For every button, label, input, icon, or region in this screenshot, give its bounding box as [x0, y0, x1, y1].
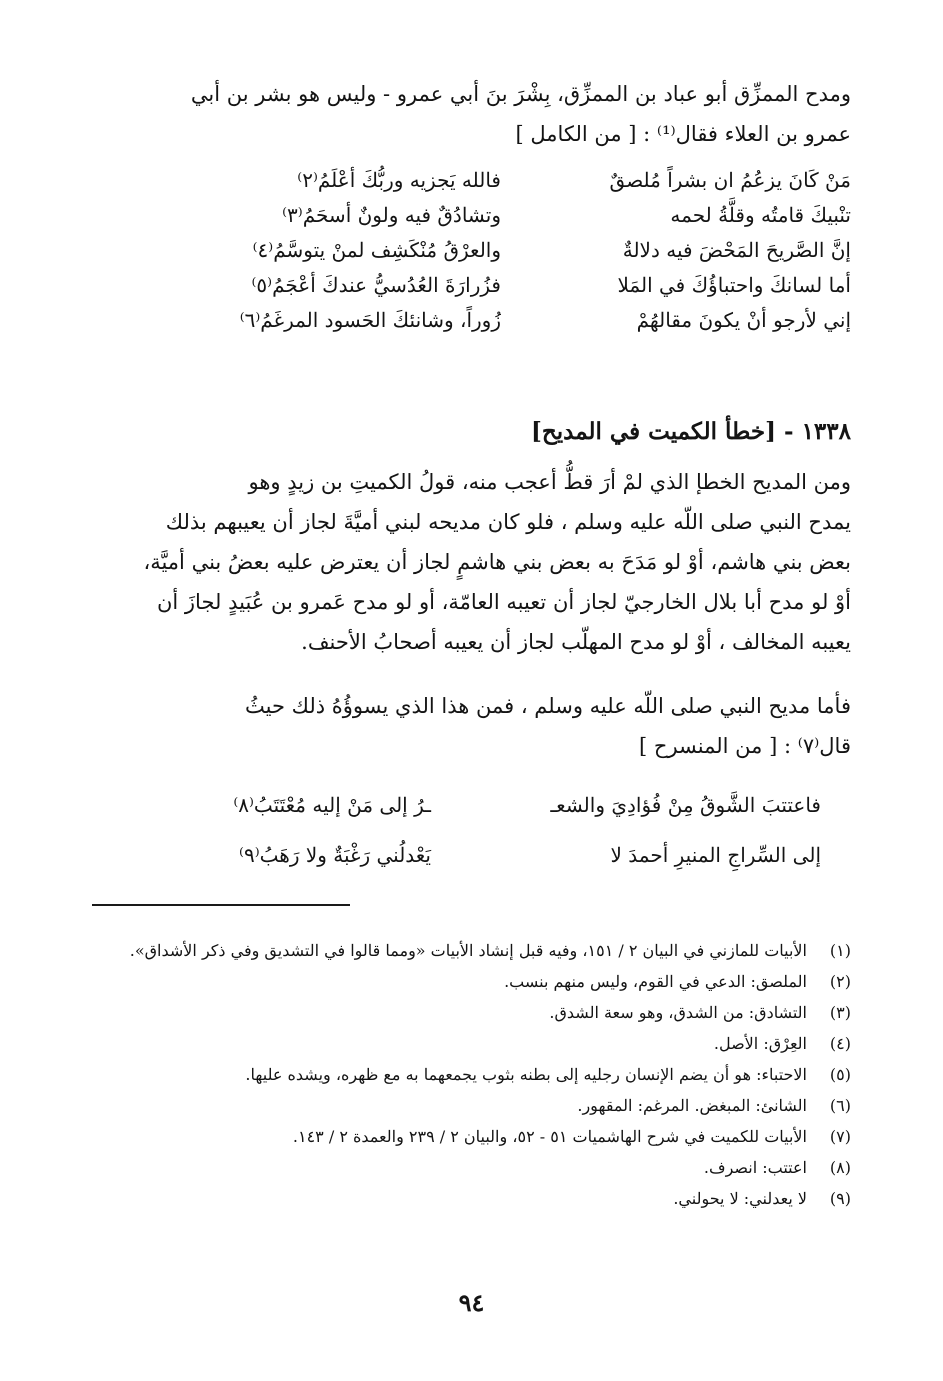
- verse-second-hemistich: والعرْقُ مُنْكَشِف لمنْ يتوسَّمُ⁽٤⁾: [252, 238, 501, 262]
- text-line: يعيبه المخالف ، أوْ لو مدح المهلّب لجاز أن يعيبه أصحابُ الأحنف.: [301, 630, 851, 654]
- footnote-number: (٢): [829, 972, 851, 991]
- footnote: [89, 966, 851, 997]
- verse-second-hemistich: ـرُ إلى مَنْ إليه مُعْتَتَبُ⁽٨⁾: [233, 793, 431, 817]
- verse-first-hemistich: أما لسانكَ واحتباؤُكَ في المَلا: [617, 273, 851, 297]
- verse: [111, 303, 851, 338]
- footnote-text: اعتتب: انصرف.: [703, 1158, 807, 1177]
- footnote-separator: [92, 904, 350, 906]
- section-heading: ١٣٣٨ - [خطأ الكميت في المديح]: [531, 418, 851, 445]
- body-paragraph: [89, 462, 851, 662]
- footnote-text: الأبيات للمازني في البيان ٢ / ١٥١، وفيه قبل إنشاد الأبيات «ومما قالوا في التشديق وفي ذكر الأشداق».: [129, 941, 807, 960]
- footnote-number: (٧): [829, 1127, 851, 1146]
- verse-first-hemistich: فاعتتبَ الشَّوقُ مِنْ فُؤادِيَ والشعـ: [550, 793, 821, 817]
- footnote: [89, 1059, 851, 1090]
- footnote-text: التشادق: من الشدق، وهو سعة الشدق.: [549, 1003, 807, 1022]
- verse-first-hemistich: تنْبيكَ قامتُه وقلَّةُ لحمه: [670, 203, 851, 227]
- verse: [111, 233, 851, 268]
- verse-second-hemistich: وتشادُقٌ فيه ولونٌ أسحَمُ⁽٣⁾: [282, 203, 501, 227]
- footnote: [89, 1028, 851, 1059]
- footnote: [89, 1121, 851, 1152]
- footnote-text: الاحتباء: هو أن يضم الإنسان رجليه إلى بطنه بثوب يجمعهما به مع ظهره، ويشده عليها.: [245, 1065, 807, 1084]
- poem-munsarih: [101, 780, 821, 880]
- verse-second-hemistich: فزُرارَةَ العُدُسيُّ عندكَ أعْجَمُ⁽٥⁾: [251, 273, 501, 297]
- footnote-text: الملصق: الدعي في القوم، وليس منهم بنسب.: [504, 972, 807, 991]
- text-line: فأما مديح النبي صلى اللّه عليه وسلم ، فمن هذا الذي يسوؤُهُ ذلك حيثُ: [245, 694, 851, 718]
- verse: [101, 830, 821, 880]
- footnote-text: الأبيات للكميت في شرح الهاشميات ٥١ - ٥٢، والبيان ٢ / ٢٣٩ والعمدة ٢ / ١٤٣.: [292, 1127, 807, 1146]
- verse-second-hemistich: يَعْدلُني رَغْبَةٌ ولا رَهَبُ⁽٩⁾: [239, 843, 431, 867]
- footnote: [89, 1090, 851, 1121]
- footnote-number: (٨): [829, 1158, 851, 1177]
- footnote: [89, 1183, 851, 1214]
- text-line: ومن المديح الخطإ الذي لمْ أرَ قطُّ أعجب منه، قولُ الكميتِ بن زيدٍ وهو: [248, 470, 851, 494]
- text-line: ومدح الممزِّق أبو عباد بن الممزِّق، بِشْرَ بنَ أبي عمرو - وليس هو بشر بن أبي: [190, 82, 851, 106]
- verse: [111, 198, 851, 233]
- footnotes: [89, 935, 851, 1214]
- text-line: بعض بني هاشم، أوْ لو مَدَحَ به بعض بني هاشمٍ لجاز أن يعترض عليه بعضُ بني أميَّة،: [143, 550, 851, 574]
- text-line: عمرو بن العلاء فقال⁽¹⁾ : [ من الكامل ]: [515, 122, 851, 146]
- footnote-text: العِرْق: الأصل.: [713, 1034, 807, 1053]
- text-line: يمدح النبي صلى اللّه عليه وسلم ، فلو كان مديحه لبني أميَّةَ لجاز أن يعيبهم بذلك: [165, 510, 851, 534]
- footnote: [89, 997, 851, 1028]
- footnote-text: لا يعدلني: لا يحولني.: [673, 1189, 807, 1208]
- verse-second-hemistich: زُوراً، وشانئكَ الحَسود المرغَمُ⁽٦⁾: [239, 308, 501, 332]
- verse: [111, 163, 851, 198]
- verse-first-hemistich: إني لأرجو أنْ يكونَ مقالهُمْ: [636, 308, 851, 332]
- footnote: [89, 935, 851, 966]
- body-paragraph: [89, 686, 851, 766]
- footnote-number: (٩): [829, 1189, 851, 1208]
- poem-kamil: [111, 163, 851, 338]
- footnote-number: (٦): [829, 1096, 851, 1115]
- text-line: قال⁽٧⁾ : [ من المنسرح ]: [639, 734, 851, 758]
- verse: [101, 780, 821, 830]
- footnote-text: الشانئ: المبغض. المرغم: المقهور.: [577, 1096, 807, 1115]
- verse-second-hemistich: فالله يَجزيه وربُّكَ أعْلَمُ⁽٢⁾: [297, 168, 501, 192]
- footnote-number: (١): [829, 941, 851, 960]
- text-line: أوْ لو مدح أبا بلال الخارجيّ لجاز أن تعيبه العامّة، أو لو مدح عَمرو بن عُبَيدٍ لجازَ أن: [156, 590, 851, 614]
- footnote-number: (٤): [829, 1034, 851, 1053]
- verse-first-hemistich: مَنْ كَانَ يزعُمُ ان بشراً مُلصقٌ: [609, 168, 851, 192]
- page-number: ٩٤: [458, 1288, 485, 1317]
- footnote: [89, 1152, 851, 1183]
- footnote-number: (٣): [829, 1003, 851, 1022]
- footnote-number: (٥): [829, 1065, 851, 1084]
- verse: [111, 268, 851, 303]
- verse-first-hemistich: إنَّ الصَّريحَ المَحْضَ فيه دلالةٌ: [622, 238, 851, 262]
- intro-paragraph: [89, 74, 851, 154]
- verse-first-hemistich: إلى السِّراجِ المنيرِ أحمدَ لا: [610, 843, 821, 867]
